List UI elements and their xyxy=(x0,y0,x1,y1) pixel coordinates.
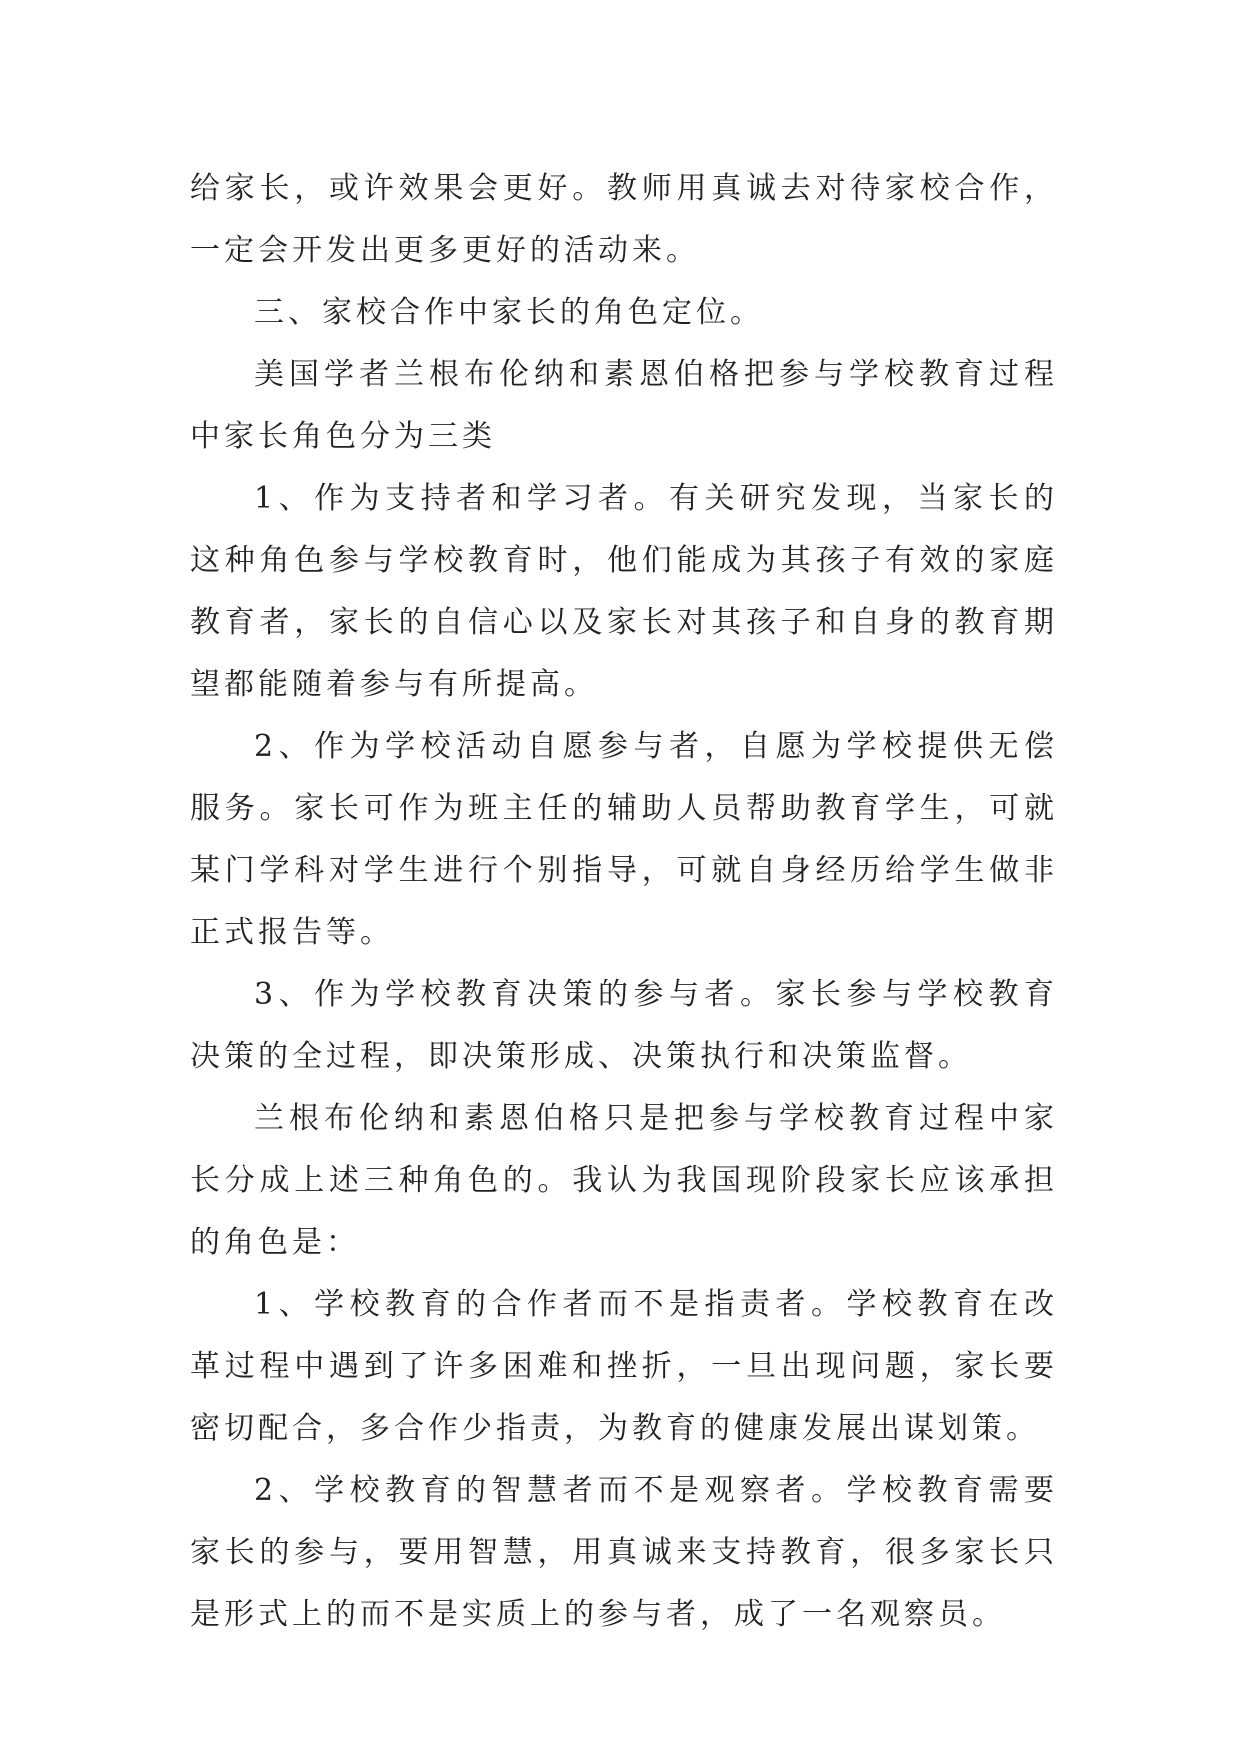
paragraph-china-role-2: 2、学校教育的智慧者而不是观察者。学校教育需要家长的参与，要用智慧，用真诚来支持教育，很多家长只是形式上的而不是实质上的参与者，成了一名观察员。 xyxy=(190,1473,1058,1632)
paragraph-role-2: 2、作为学校活动自愿参与者，自愿为学校提供无偿服务。家长可作为班主任的辅助人员帮助教育学生，可就某门学科对学生进行个别指导，可就自身经历给学生做非正式报告等。 xyxy=(190,729,1058,950)
paragraph-summary: 兰根布伦纳和素恩伯格只是把参与学校教育过程中家长分成上述三种角色的。我认为我国现阶段家长应该承担的角色是： xyxy=(190,1101,1058,1260)
paragraph-china-role-1: 1、学校教育的合作者而不是指责者。学校教育在改革过程中遇到了许多困难和挫折，一旦出现问题，家长要密切配合，多合作少指责，为教育的健康发展出谋划策。 xyxy=(190,1287,1058,1446)
paragraph-role-1: 1、作为支持者和学习者。有关研究发现，当家长的这种角色参与学校教育时，他们能成为其孩子有效的家庭教育者，家长的自信心以及家长对其孩子和自身的教育期望都能随着参与有所提高。 xyxy=(190,481,1058,702)
paragraph-intro: 美国学者兰根布伦纳和素恩伯格把参与学校教育过程中家长角色分为三类 xyxy=(190,357,1058,454)
document-page xyxy=(190,158,1058,1646)
paragraph-role-3: 3、作为学校教育决策的参与者。家长参与学校教育决策的全过程，即决策形成、决策执行和决策监督。 xyxy=(190,977,1058,1074)
section-heading: 三、家校合作中家长的角色定位。 xyxy=(254,295,764,330)
paragraph-continuation: 给家长，或许效果会更好。教师用真诚去对待家校合作，一定会开发出更多更好的活动来。 xyxy=(190,171,1058,268)
